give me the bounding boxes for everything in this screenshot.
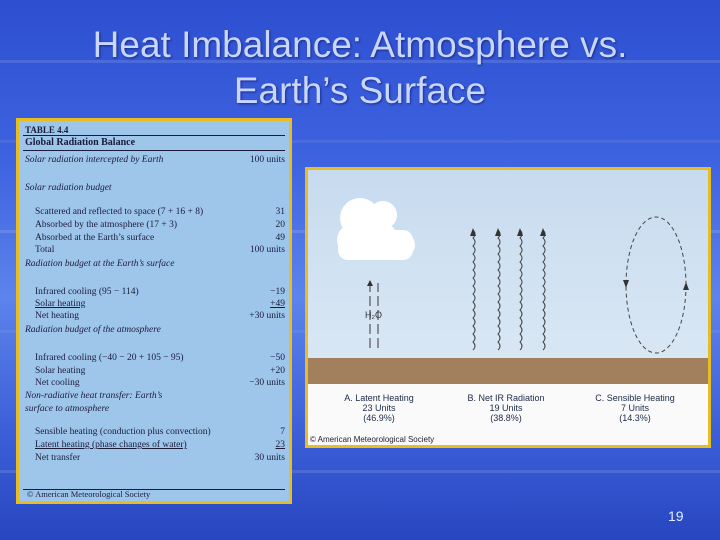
table-row-value: 7 (280, 427, 285, 437)
table-row-label: Solar radiation intercepted by Earth (25, 155, 164, 165)
net-ir-label: B. Net IR Radiation 19 Units (38.8%) (467, 393, 545, 423)
table-row (25, 259, 287, 271)
table-row-value: −50 (270, 353, 285, 363)
table-row-value: +30 units (249, 311, 285, 321)
table-row-label: Net cooling (35, 378, 80, 388)
table-rule-top (23, 135, 285, 136)
table-row (25, 245, 287, 257)
table-row-label: Radiation budget at the Earth’s surface (25, 259, 175, 269)
table-row-value: −30 units (249, 378, 285, 388)
table-row-label: Solar heating (35, 299, 86, 309)
sky (308, 170, 708, 358)
table-row-value: 100 units (249, 245, 285, 255)
table-rule-header (23, 150, 285, 151)
table-row-label: Non-radiative heat transfer: Earth’s (25, 391, 163, 401)
radiation-balance-table (16, 118, 292, 504)
table-row (25, 220, 287, 232)
table-row (25, 233, 287, 245)
table-row-value: +20 (270, 366, 285, 376)
table-row-label: Sensible heating (conduction plus convection) (35, 427, 211, 437)
table-row-value: 23 (275, 440, 285, 450)
table-row-label: Infrared cooling (−40 − 20 + 105 − 95) (35, 353, 184, 363)
table-row-value: 20 (275, 220, 285, 230)
table-row-label: Infrared cooling (95 − 114) (35, 287, 139, 297)
table-row-value: +49 (270, 299, 285, 309)
table-row (25, 311, 287, 323)
ground (308, 358, 708, 384)
table-row-label: Latent heating (phase changes of water) (35, 440, 187, 450)
table-row (25, 299, 287, 311)
table-row-label: Scattered and reflected to space (7 + 16 + 8) (35, 207, 204, 217)
table-row-label: Net transfer (35, 453, 81, 463)
table-row-label: Absorbed at the Earth’s surface (35, 233, 155, 243)
table-row-label: Solar heating (35, 366, 86, 376)
table-row-label: Total (35, 245, 55, 255)
sensible-heating-label: C. Sensible Heating 7 Units (14.3%) (595, 393, 675, 423)
diagram-copyright: © American Meteorological Society (310, 435, 435, 444)
page-number: 19 (668, 508, 684, 524)
table-row (25, 366, 287, 378)
table-row (25, 207, 287, 219)
table-row-value: 100 units (249, 155, 285, 165)
surface-heating-diagram (305, 167, 711, 448)
table-row (25, 453, 287, 465)
table-row (25, 440, 287, 452)
table-row (25, 404, 287, 416)
table-row-label: Radiation budget of the atmosphere (25, 325, 161, 335)
latent-heating-label: A. Latent Heating 23 Units (46.9%) (344, 393, 414, 423)
table-row (25, 155, 287, 167)
table-copyright: © American Meteorological Society (27, 489, 151, 499)
table-row-value: 49 (275, 233, 285, 243)
table-row-value: 30 units (254, 453, 285, 463)
table-row-label: Solar radiation budget (25, 183, 112, 193)
table-caption: Global Radiation Balance (25, 137, 136, 148)
table-row (25, 378, 287, 390)
table-row (25, 325, 287, 337)
slide-title (0, 22, 720, 114)
table-row (25, 183, 287, 195)
table-row-label: Absorbed by the atmosphere (17 + 3) (35, 220, 178, 230)
table-number: TABLE 4.4 (25, 125, 69, 135)
table-row (25, 391, 287, 403)
slide-title-line-1: Heat Imbalance: Atmosphere vs. (92, 24, 628, 65)
table-row-value: 31 (275, 207, 285, 217)
table-row-value: −19 (270, 287, 285, 297)
table-row-label: Net heating (35, 311, 80, 321)
table-row (25, 427, 287, 439)
slide-title-line-2: Earth’s Surface (233, 70, 487, 111)
table-row (25, 287, 287, 299)
h2o-label: H₂O (365, 310, 382, 320)
table-row (25, 353, 287, 365)
table-row-label: surface to atmosphere (25, 404, 110, 414)
